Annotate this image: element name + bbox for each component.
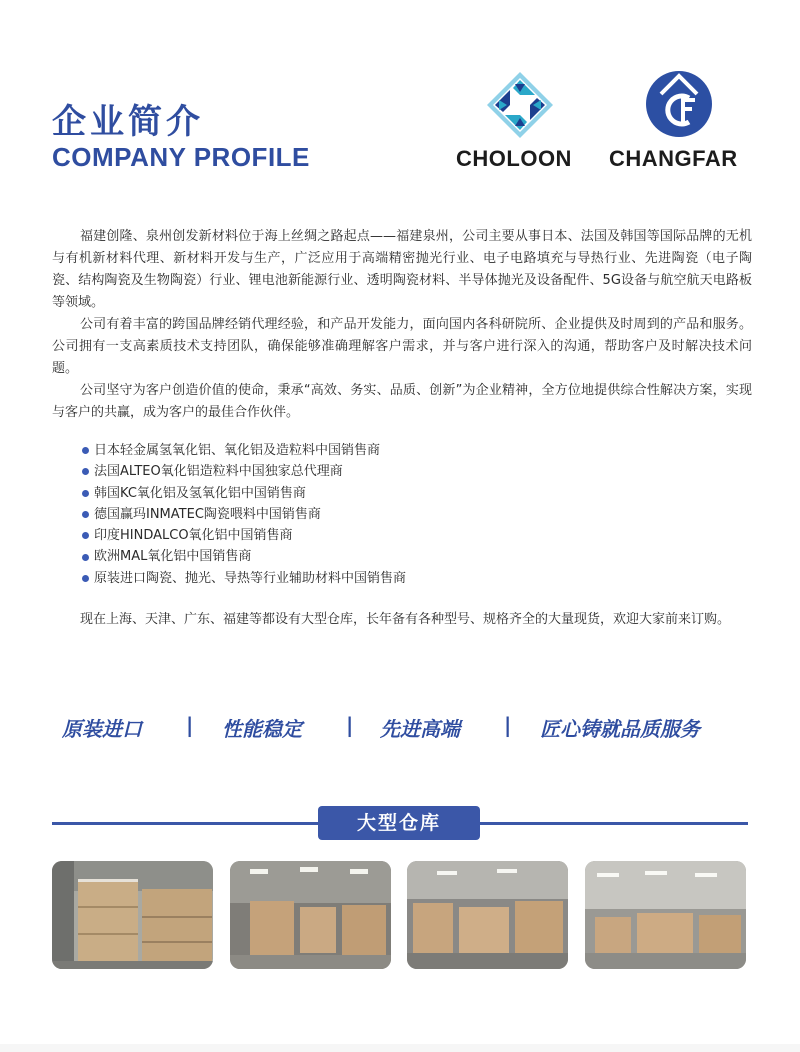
feature-item: 性能稳定 — [222, 717, 302, 741]
bullet-dot-icon — [82, 447, 89, 454]
list-item — [82, 504, 406, 525]
warehouse-photo-3 — [407, 861, 568, 969]
intro-paragraph: 福建创隆、泉州创发新材料位于海上丝绸之路起点——福建泉州，公司主要从事日本、法国及韩国等国际品牌的无机与有机新材料代理、新材料开发与生产，广泛应用于高端精密抛光行业、电子电路填充与导热行业、先进陶瓷（电子陶瓷、结构陶瓷及生物陶瓷）行业、锂电池新能源行业、透明陶瓷材料、半导体抛光及设备配件、5G设备与航空航天电路板等领域。 — [52, 229, 752, 310]
closing-text — [52, 609, 752, 631]
warehouse-photo-1 — [52, 861, 213, 969]
warehouse-photo-4 — [585, 861, 746, 969]
list-item — [82, 483, 406, 504]
list-item-text: 德国赢玛INMATEC陶瓷喂料中国销售商 — [94, 506, 321, 522]
list-item-text: 日本轻金属氢氧化铝、氧化铝及造粒料中国销售商 — [94, 443, 381, 458]
list-item — [82, 568, 406, 589]
feature-separator: | — [504, 713, 512, 737]
list-item — [82, 525, 406, 546]
choloon-logo-text: CHOLOON — [456, 146, 572, 171]
intro-text — [52, 226, 752, 424]
choloon-logo — [456, 70, 584, 171]
feature-separator: | — [186, 713, 194, 737]
list-item-text: 欧洲MAL氧化铝中国销售商 — [94, 549, 252, 565]
list-item-text: 原装进口陶瓷、抛光、导热等行业辅助材料中国销售商 — [94, 570, 407, 586]
intro-paragraph: 公司有着丰富的跨国品牌经销代理经验，和产品开发能力，面向国内各科研院所、企业提供及时周到的产品和服务。公司拥有一支高素质技术支持团队，确保能够准确理解客户需求，并与客户进行深入的沟通，帮助客户及时解决技术问题。 — [52, 317, 752, 376]
changfar-logo-text: CHANGFAR — [609, 146, 738, 171]
page-title-en: COMPANY PROFILE — [52, 142, 310, 172]
list-item-text: 法国ALTEO氧化铝造粒料中国独家总代理商 — [94, 464, 343, 480]
list-item-text: 印度HINDALCO氧化铝中国销售商 — [94, 528, 293, 544]
intro-paragraph: 公司坚守为客户创造价值的使命，秉承“高效、务实、品质、创新”为企业精神，全方位地提供综合性解决方案，实现与客户的共赢，成为客户的最佳合作伙伴。 — [52, 383, 752, 420]
section-divider-right — [480, 822, 748, 825]
changfar-logo — [609, 70, 749, 171]
list-item — [82, 440, 406, 461]
bullet-dot-icon — [82, 511, 89, 518]
warehouse-section-label: 大型仓库 — [318, 806, 480, 840]
list-item — [82, 546, 406, 567]
section-divider-left — [52, 822, 318, 825]
list-item — [82, 461, 406, 482]
bullet-dot-icon — [82, 554, 89, 561]
warehouse-photo-2 — [230, 861, 391, 969]
feature-separator: | — [346, 713, 354, 737]
feature-item: 匠心铸就品质服务 — [540, 717, 700, 741]
closing-paragraph: 现在上海、天津、广东、福建等都设有大型仓库，长年备有各种型号、规格齐全的大量现货，欢迎大家前来订购。 — [80, 612, 731, 627]
bullet-dot-icon — [82, 532, 89, 539]
bullet-dot-icon — [82, 575, 89, 582]
list-item-text: 韩国KC氧化铝及氢氧化铝中国销售商 — [94, 485, 306, 501]
changfar-logo-icon — [645, 70, 713, 138]
feature-item: 先进高端 — [380, 717, 460, 741]
feature-item: 原装进口 — [62, 717, 142, 741]
page-title-cn: 企业简介 — [52, 102, 204, 142]
distributor-list — [82, 440, 406, 589]
choloon-logo-icon — [485, 70, 555, 140]
page-bottom-edge — [0, 1044, 800, 1052]
bullet-dot-icon — [82, 468, 89, 475]
bullet-dot-icon — [82, 490, 89, 497]
feature-slogans — [52, 713, 752, 747]
